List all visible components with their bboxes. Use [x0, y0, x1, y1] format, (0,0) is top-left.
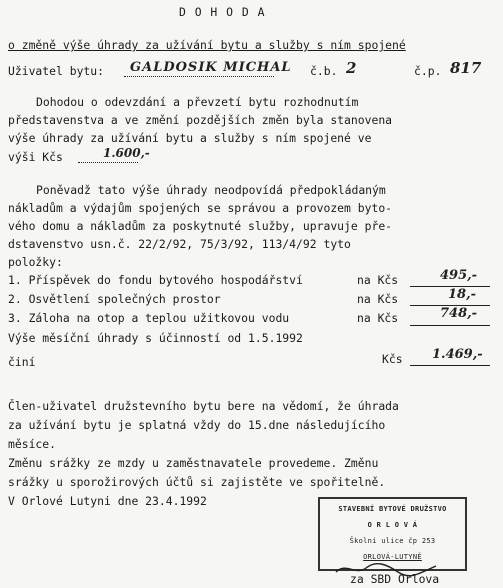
monthly-line-2: činí: [8, 355, 36, 369]
para1-line-1: Dohodou o odevzdání a převzetí bytu rozhodnutím: [36, 95, 359, 109]
para1-amount: 1.600,-: [103, 146, 150, 160]
item-2-amount: 18,-: [448, 287, 477, 302]
item-3-currency: na Kčs: [357, 311, 399, 325]
item-1-text: 1. Příspěvek do fondu bytového hospodářství: [8, 273, 303, 287]
monthly-underline: [410, 365, 490, 366]
para2-line-2: nákladům a výdajům spojených se správou a provozem byto-: [8, 201, 393, 215]
item-2-currency: na Kčs: [357, 292, 399, 306]
para1-amount-underline: [78, 162, 138, 163]
item-1-currency: na Kčs: [357, 273, 399, 287]
para3-line-4: Změnu srážky ze mzdy u zaměstnavatele provedeme. Změnu: [8, 456, 379, 470]
para2-line-1: Poněvadž tato výše úhrady neodpovídá předpokládaným: [36, 183, 386, 197]
place-date: V Orlové Lutyni dne 23.4.1992: [8, 494, 207, 508]
stamp-line-1: STAVEBNÍ BYTOVÉ DRUŽSTVO: [338, 505, 447, 513]
user-label: Uživatel bytu:: [8, 64, 105, 78]
document-title: D O H O D A: [179, 5, 266, 19]
para3-line-3: měsíce.: [8, 437, 57, 451]
monthly-currency: Kčs: [382, 352, 403, 366]
stamp-line-2: O R L O V Á: [367, 521, 418, 529]
monthly-line-1: Výše měsíční úhrady s účinností od 1.5.1992: [8, 331, 303, 345]
cb-label: č.b.: [310, 64, 338, 78]
cp-value: 817: [450, 59, 482, 77]
signature-caption: za SBD Orlova: [350, 572, 440, 586]
monthly-amount: 1.469,-: [432, 347, 483, 362]
cp-label: č.p.: [414, 64, 442, 78]
para2-line-3: vého domu a nákladům za poskytnuté služby, upravuje pře-: [8, 219, 393, 233]
user-name: GALDOSIK MICHAL: [130, 60, 292, 75]
item-3-underline: [410, 325, 490, 326]
stamp-line-3: Školní ulice čp 253: [349, 537, 436, 545]
item-1-amount: 495,-: [440, 268, 478, 283]
para2-line-4: dstavenstvo usn.č. 22/2/92, 75/3/92, 113/4/92 tyto: [8, 237, 351, 251]
para3-line-1: Člen-uživatel družstevního bytu bere na vědomí, že úhrada: [8, 399, 399, 413]
item-2-text: 2. Osvětlení společných prostor: [8, 292, 221, 306]
para1-line-3: výše úhrady za užívání bytu a služby s ním spojené ve: [8, 131, 372, 145]
para2-line-5: položky:: [8, 255, 63, 269]
para1-line-4: výši Kčs: [8, 150, 63, 164]
para3-line-2: za užívání bytu je splatná vždy do 15.dne následujícího: [8, 418, 386, 432]
para3-line-5: srážky u sporožirových účtů si zajistěte ve spořitelně.: [8, 475, 386, 489]
user-name-underline: [124, 76, 274, 77]
item-3-amount: 748,-: [440, 306, 478, 321]
para1-line-2: představenstva a ve změní pozdějších změn byla stanovena: [8, 113, 393, 127]
document-subtitle: o změně výše úhrady za užívání bytu a služby s ním spojené: [8, 38, 406, 52]
item-3-text: 3. Záloha na otop a teplou užitkovou vodu: [8, 311, 290, 325]
cb-value: 2: [346, 59, 357, 77]
stamp-line-4: ORLOVÁ-LUTYNĚ: [363, 553, 422, 561]
